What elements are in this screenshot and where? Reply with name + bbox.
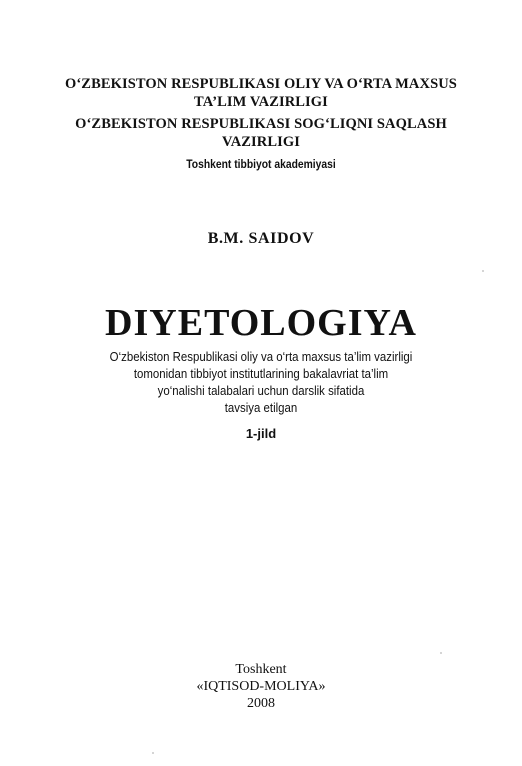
author-name: B.M. SAIDOV [207,230,315,247]
scan-speck [440,652,442,654]
recommendation-line-2: tomonidan tibbiyot institutlarining bakalavriat ta’lim [133,366,389,381]
recommendation-line-4: tavsiya etilgan [224,400,298,415]
ministry-of-education-line-2: TA’LIM VAZIRLIGI [194,94,328,110]
recommendation-line-3: yo‘nalishi talabalari uchun darslik sifatida [157,383,365,398]
volume-label: 1-jild [245,426,277,441]
book-title: DIYETOLOGIYA [105,302,417,344]
publisher-name: «IQTISOD-MOLIYA» [196,679,326,694]
ministry-of-education-line-1: O‘ZBEKISTON RESPUBLIKASI OLIY VA O‘RTA MAXSUS [65,76,457,92]
scan-speck [482,270,484,272]
ministry-of-health-line-2: VAZIRLIGI [222,134,300,150]
academy-name: Toshkent tibbiyot akademiyasi [186,157,336,171]
publication-year: 2008 [247,696,275,711]
ministry-of-health-line-1: O‘ZBEKISTON RESPUBLIKASI SOG‘LIQNI SAQLASH [75,116,447,132]
scan-speck [152,752,154,754]
recommendation-line-1: O‘zbekiston Respublikasi oliy va o‘rta maxsus ta’lim vazirligi [109,349,413,364]
publication-city: Toshkent [235,662,287,677]
